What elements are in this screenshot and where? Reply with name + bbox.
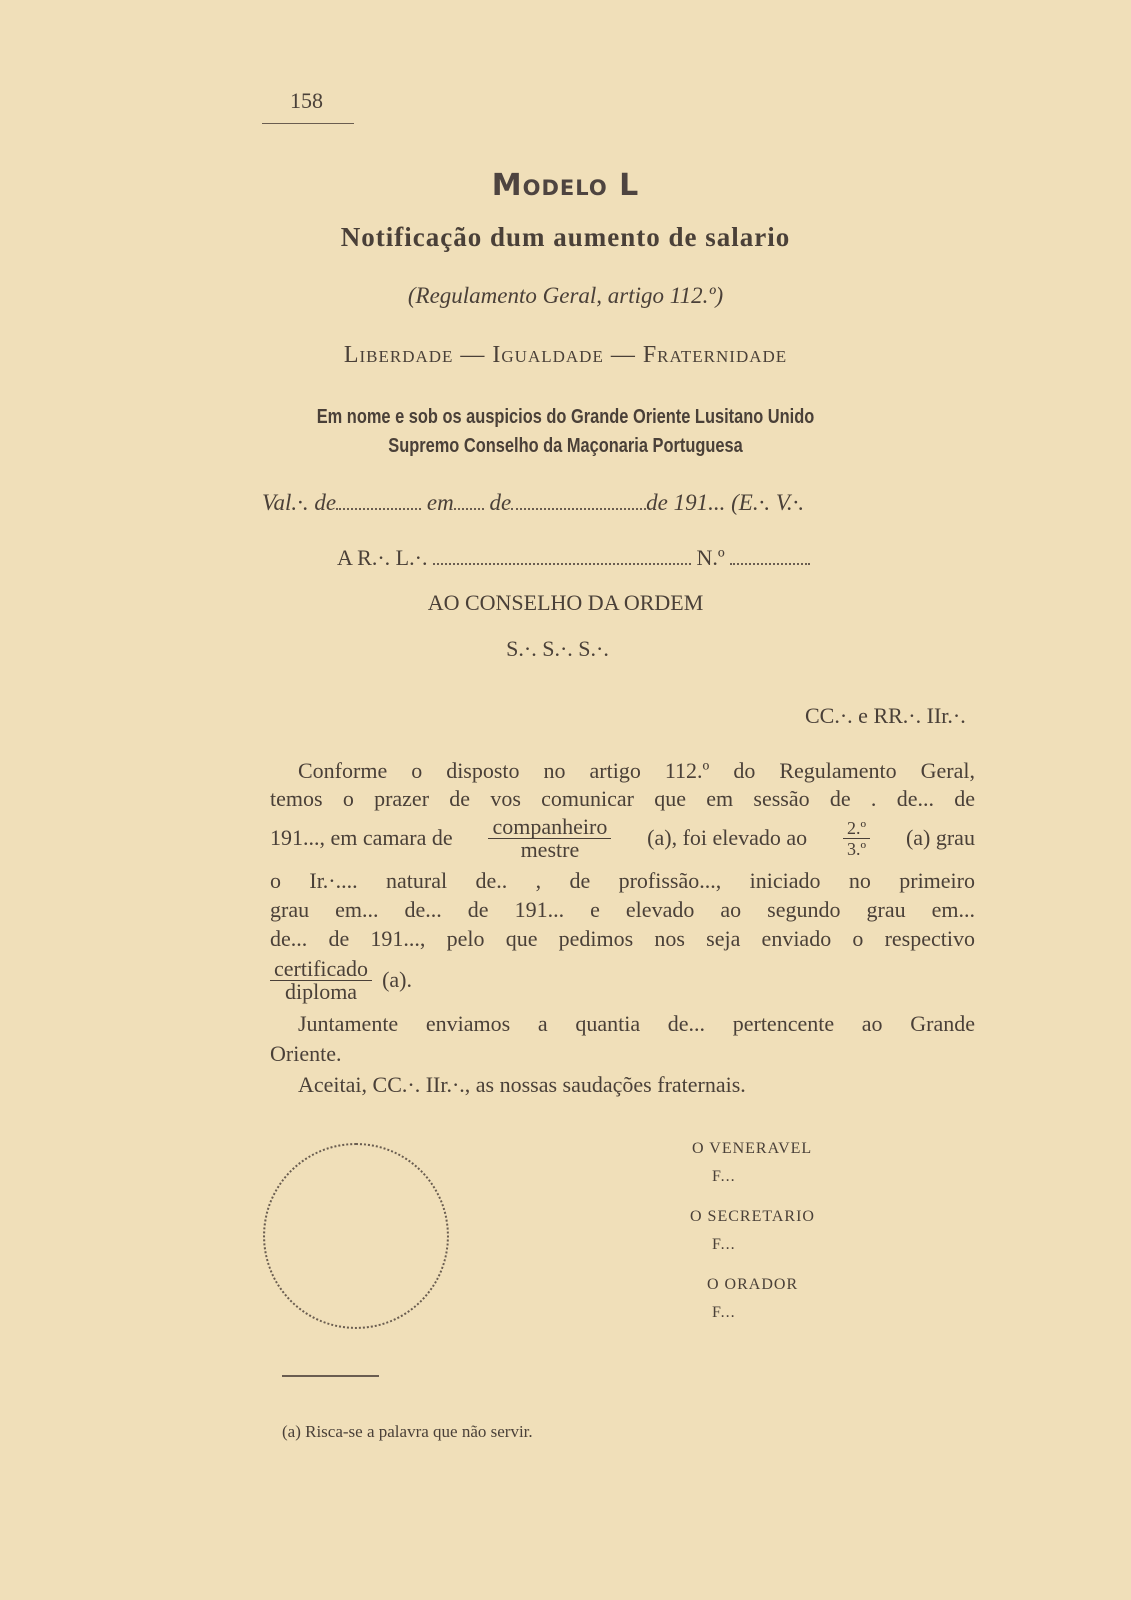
body-line-6: de... de 191..., pelo que pedimos nos seja enviado o respectivo bbox=[270, 926, 975, 951]
day-blank[interactable] bbox=[454, 507, 484, 510]
document-title: Notificação dum aumento de salario bbox=[340, 222, 791, 252]
fraction-diploma: diploma bbox=[284, 978, 358, 1004]
year-label: de 191... (E.·. V.·. bbox=[646, 490, 805, 515]
body-line-2: temos o prazer de vos comunicar que em sessão de . de... de bbox=[270, 786, 975, 811]
signature-role-secretario: O SECRETARIO bbox=[690, 1208, 815, 1225]
valley-blank[interactable] bbox=[336, 507, 421, 510]
body-line-1: Conforme o disposto no artigo 112.º do Regulamento Geral, bbox=[298, 758, 975, 783]
document-fraction bbox=[270, 955, 372, 1004]
addressee: AO CONSELHO DA ORDEM bbox=[427, 590, 704, 615]
em-label: em bbox=[426, 490, 454, 515]
invocation-line-2: Supremo Conselho da Maçonaria Portuguesa bbox=[388, 435, 743, 457]
greeting: CC.·. e RR.·. IIr.·. bbox=[805, 703, 966, 728]
val-label: Val.·. de bbox=[262, 490, 337, 515]
place-date-line bbox=[262, 490, 804, 516]
body-line-5: grau em... de... de 191... e elevado ao segundo grau em... bbox=[270, 897, 975, 922]
page-number-rule bbox=[262, 123, 354, 124]
number-label: N.º bbox=[696, 545, 725, 570]
signature-name-secretario: F... bbox=[712, 1236, 736, 1253]
fraction-mestre: mestre bbox=[520, 836, 580, 862]
signature-name-veneravel: F... bbox=[712, 1168, 736, 1185]
signature-name-orador: F... bbox=[712, 1304, 736, 1321]
motto: Liberdade — Igualdade — Fraternidade bbox=[343, 342, 788, 368]
line3-start: 191..., em camara de bbox=[270, 825, 453, 850]
page-number: 158 bbox=[290, 88, 323, 113]
footnote-rule bbox=[282, 1375, 379, 1377]
line3-end: (a) grau bbox=[905, 825, 975, 850]
de-label: de bbox=[489, 490, 512, 515]
salutation: S.·. S.·. S.·. bbox=[506, 636, 609, 661]
fraction-3rd: 3.º bbox=[847, 838, 867, 859]
fraction-companheiro: companheiro bbox=[488, 816, 611, 839]
rank-fraction bbox=[488, 813, 611, 862]
invocation-line-1: Em nome e sob os auspicios do Grande Oriente Lusitano Unido bbox=[316, 406, 815, 428]
body-line-3 bbox=[270, 815, 975, 861]
lodge-line bbox=[337, 545, 810, 571]
month-blank[interactable] bbox=[511, 507, 646, 510]
body-line-9: Oriente. bbox=[270, 1041, 342, 1066]
line7-end: (a). bbox=[382, 967, 412, 992]
footnote: (a) Risca-se a palavra que não servir. bbox=[282, 1422, 533, 1441]
lodge-label: A R.·. L.·. bbox=[337, 545, 428, 570]
regulation-reference: (Regulamento Geral, artigo 112.º) bbox=[407, 283, 724, 308]
line3-middle: (a), foi elevado ao bbox=[647, 825, 808, 850]
seal-placeholder bbox=[263, 1143, 449, 1329]
lodge-number-blank[interactable] bbox=[730, 562, 810, 565]
fraction-2nd: 2.º bbox=[843, 818, 870, 839]
body-line-8: Juntamente enviamos a quantia de... pertencente ao Grande bbox=[298, 1011, 975, 1036]
model-heading: Modelo L bbox=[491, 168, 640, 203]
degree-fraction bbox=[843, 818, 870, 859]
signature-role-veneravel: O VENERAVEL bbox=[692, 1140, 813, 1157]
body-line-7 bbox=[270, 957, 412, 1003]
body-line-4: o Ir.·.... natural de.. , de profissão..., iniciado no primeiro bbox=[270, 868, 975, 893]
body-line-10: Aceitai, CC.·. IIr.·., as nossas saudações fraternais. bbox=[298, 1072, 746, 1097]
fraction-certificado: certificado bbox=[270, 958, 372, 981]
signature-role-orador: O ORADOR bbox=[707, 1276, 799, 1293]
lodge-name-blank[interactable] bbox=[433, 562, 691, 565]
